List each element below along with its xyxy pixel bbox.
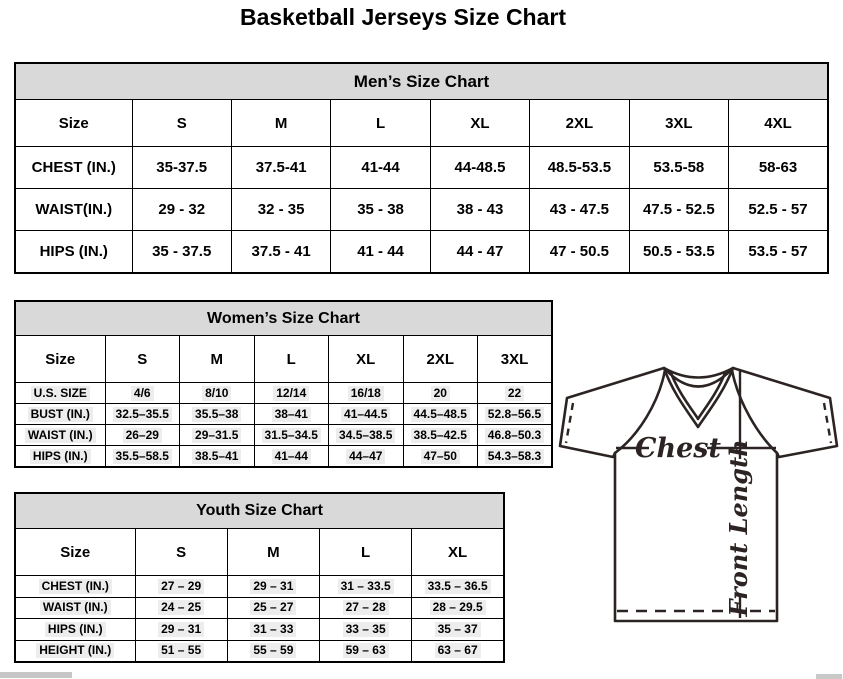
cell-text: 33 – 35 [343,622,389,637]
cell [329,404,404,425]
cell-text: 44–47 [346,449,385,464]
front-length-label: Front Length [724,439,753,617]
column-header: M [227,529,319,576]
cell-text: 34.5–38.5 [336,428,395,443]
cell-text: 33.5 – 36.5 [425,579,491,594]
row-label: CHEST (IN.) [15,147,132,189]
cell [135,597,227,619]
column-header: S [135,529,227,576]
cell-text: 38–41 [272,407,311,422]
table-row [15,383,552,404]
table-row [15,425,552,446]
cell [180,404,255,425]
row-label-text: BUST (IN.) [28,407,93,422]
womens-size-table [14,300,553,468]
table-row [15,640,504,662]
cell-text: 29 – 31 [250,579,296,594]
cell-text: 35.5–38 [192,407,241,422]
mens-size-table [14,62,829,274]
youth-caption-row [15,493,504,529]
cell-text: 52.8–56.5 [485,407,544,422]
cell-text: 46.8–50.3 [485,428,544,443]
cell: 35 - 38 [331,189,430,231]
cell-text: 32.5–35.5 [113,407,172,422]
cell [227,640,319,662]
cell: 47 - 50.5 [530,231,629,274]
header-row [15,100,828,147]
cell: 35 - 37.5 [132,231,231,274]
cell [403,446,478,468]
jersey-diagram [554,360,843,626]
row-label [15,446,105,468]
cell-text: 31 – 33.5 [338,579,394,594]
cell: 58-63 [729,147,828,189]
header-row [15,336,552,383]
cell [478,446,553,468]
cell-text: 55 – 59 [250,643,296,658]
cell [254,425,329,446]
cell-text: 22 [505,386,524,401]
womens-caption-row [15,301,552,336]
table-row [15,446,552,468]
cell: 43 - 47.5 [530,189,629,231]
cell: 50.5 - 53.5 [629,231,728,274]
row-label [15,404,105,425]
row-label [15,597,135,619]
cell: 29 - 32 [132,189,231,231]
cell-text: 59 – 63 [343,643,389,658]
table-row [15,404,552,425]
cell: 53.5-58 [629,147,728,189]
row-label [15,619,135,641]
column-header: S [105,336,180,383]
column-header: 2XL [403,336,478,383]
cell [135,619,227,641]
cell-text: 12/14 [273,386,309,401]
horizontal-scrollbar-thumb[interactable] [0,672,72,678]
cell [478,404,553,425]
jersey-outline [560,368,837,621]
cell-text: 35.5–58.5 [113,449,172,464]
cell [180,383,255,404]
table-row [15,147,828,189]
cell: 35-37.5 [132,147,231,189]
cell [105,446,180,468]
cell-text: 24 – 25 [158,600,204,615]
cell [227,597,319,619]
youth-size-table [14,492,505,663]
row-label-text: U.S. SIZE [31,386,90,401]
cell: 38 - 43 [430,189,529,231]
cell-text: 29 – 31 [158,622,204,637]
cell-text: 4/6 [131,386,154,401]
cell [320,619,412,641]
cell [412,640,504,662]
table-row [15,231,828,274]
column-header: XL [430,100,529,147]
row-label-text: HIPS (IN.) [30,449,91,464]
row-label-text: HIPS (IN.) [45,622,106,637]
cell: 32 - 35 [231,189,330,231]
row-label [15,383,105,404]
column-header: Size [15,529,135,576]
cell [254,383,329,404]
header-row [15,529,504,576]
table-row [15,576,504,598]
cell-text: 54.3–58.3 [485,449,544,464]
chest-label: Chest [635,433,721,464]
row-label-text: WAIST (IN.) [40,600,111,615]
cell-text: 47–50 [421,449,460,464]
column-header: XL [329,336,404,383]
column-header: 3XL [629,100,728,147]
cell-text: 41–44.5 [341,407,390,422]
cell [403,425,478,446]
cell [320,597,412,619]
row-label [15,576,135,598]
cell [254,446,329,468]
cell [227,619,319,641]
cell [105,404,180,425]
cell-text: 51 – 55 [158,643,204,658]
cell-text: 63 – 67 [435,643,481,658]
table-caption: Women’s Size Chart [15,301,552,336]
cell [403,383,478,404]
cell [105,425,180,446]
cell: 41-44 [331,147,430,189]
column-header: Size [15,336,105,383]
column-header: XL [412,529,504,576]
cell [180,446,255,468]
cell-text: 27 – 28 [343,600,389,615]
cell-text: 44.5–48.5 [411,407,470,422]
cell: 37.5-41 [231,147,330,189]
table-row [15,619,504,641]
cell-text: 25 – 27 [250,600,296,615]
cell [135,576,227,598]
column-header: 4XL [729,100,828,147]
column-header: L [254,336,329,383]
cell [320,576,412,598]
page-title: Basketball Jerseys Size Chart [239,4,567,30]
cell [329,383,404,404]
cell [478,383,553,404]
column-header: 2XL [530,100,629,147]
column-header: M [180,336,255,383]
cell: 52.5 - 57 [729,189,828,231]
row-label-text: HEIGHT (IN.) [36,643,114,658]
cell [329,425,404,446]
column-header: M [231,100,330,147]
cell: 41 - 44 [331,231,430,274]
cell-text: 20 [431,386,450,401]
row-label [15,640,135,662]
cell-text: 27 – 29 [158,579,204,594]
cell [329,446,404,468]
horizontal-scrollbar-thumb[interactable] [816,674,842,679]
row-label-text: WAIST (IN.) [25,428,96,443]
table-caption: Youth Size Chart [15,493,504,529]
cell: 37.5 - 41 [231,231,330,274]
cell: 47.5 - 52.5 [629,189,728,231]
cell-text: 31 – 33 [250,622,296,637]
cell [320,640,412,662]
cell [403,404,478,425]
cell-text: 29–31.5 [192,428,241,443]
cell-text: 38.5–41 [192,449,241,464]
table-row [15,597,504,619]
cell-text: 41–44 [272,449,311,464]
cell [105,383,180,404]
cell [412,576,504,598]
column-header: L [320,529,412,576]
cell: 48.5-53.5 [530,147,629,189]
cell-text: 31.5–34.5 [262,428,321,443]
row-label [15,425,105,446]
cell [135,640,227,662]
cell: 44 - 47 [430,231,529,274]
cell-text: 35 – 37 [435,622,481,637]
table-caption: Men’s Size Chart [15,63,828,100]
cell-text: 28 – 29.5 [430,600,486,615]
table-row [15,189,828,231]
mens-caption-row [15,63,828,100]
cell: 44-48.5 [430,147,529,189]
cell-text: 26–29 [123,428,162,443]
cell [227,576,319,598]
column-header: L [331,100,430,147]
row-label-text: CHEST (IN.) [39,579,112,594]
cell-text: 16/18 [348,386,384,401]
cell: 53.5 - 57 [729,231,828,274]
cell [412,619,504,641]
column-header: Size [15,100,132,147]
row-label: WAIST(IN.) [15,189,132,231]
column-header: 3XL [478,336,553,383]
cell-text: 8/10 [202,386,231,401]
cell [478,425,553,446]
cell [254,404,329,425]
cell [180,425,255,446]
cell [412,597,504,619]
row-label: HIPS (IN.) [15,231,132,274]
cell-text: 38.5–42.5 [411,428,470,443]
column-header: S [132,100,231,147]
